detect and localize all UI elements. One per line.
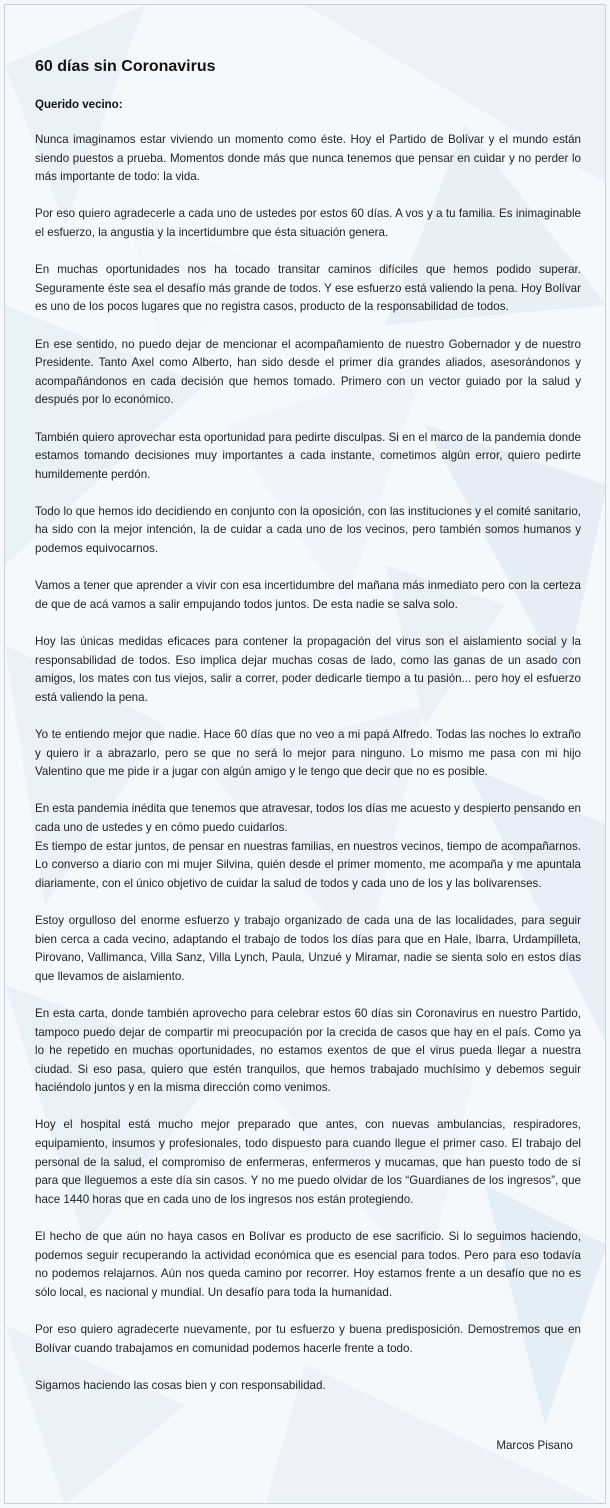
paragraph: Todo lo que hemos ido decidiendo en conjunto con la oposición, con las instituciones y el comité sanitario, ha sido con la mejor intención, la de cuidar a cada uno de los vecinos, pero también somos humanos y podemos equivocarnos. (35, 504, 581, 556)
paragraph: Estoy orgulloso del enorme esfuerzo y trabajo organizado de cada una de las localidades, para seguir bien cerca a cada vecino, adaptando el trabajo de todos los días para que en Hale, Ibarra, Urdampilleta, Pirovano, Vallimanca, Villa Sanz, Villa Lynch, Paula, Unzué y Miramar, nadie se sienta solo en estos días que llevamos de aislamiento. (35, 913, 581, 983)
paragraph: En ese sentido, no puedo dejar de mencionar el acompañamiento de nuestro Gobernador y de nuestro Presidente. Tanto Axel como Alberto, han sido desde el primer día grandes aliados, asesorándonos y acompañándonos en cada decisión que hemos tomado. Primero con un vector guiado por la salud y después por lo económico. (35, 337, 581, 407)
paragraph: Por eso quiero agradecerte nuevamente, por tu esfuerzo y buena predisposición. Demostremos que en Bolívar cuando trabajamos en comunidad podemos hacerle frente a todo. (35, 1323, 581, 1355)
paragraph: Sigamos haciendo las cosas bien y con responsabilidad. (35, 1378, 326, 1392)
letter-greeting: Querido vecino: (35, 99, 123, 111)
paragraph: Hoy el hospital está mucho mejor preparado que antes, con nuevas ambulancias, respiradores, equipamiento, insumos y profesionales, todo dispuesto para cuando llegue el primer caso. El trabajo del personal de la salud, el compromiso de enfermeras, enfermeros y mucamas, que han puesto todo de sí para que lleguemos a este día sin casos. Y no me puedo olvidar de los “Guardianes de los ingresos”, que hace 1440 horas que en cada uno de los ingresos nos están protegiendo. (35, 1118, 581, 1206)
paragraph: En esta carta, donde también aprovecho para celebrar estos 60 días sin Coronavirus en nuestro Partido, tampoco puedo dejar de compartir mi preocupación por la crecida de casos que hay en el país. Como ya lo he repetido en muchas oportunidades, no estamos exentos de que el virus pueda llegar a nuestra ciudad. Si eso pasa, quiero que estén tranquilos, que hemos trabajado muchísimo y debemos seguir haciéndolo juntos y en la misma dirección como venimos. (35, 1006, 581, 1095)
paragraph: En muchas oportunidades nos ha tocado transitar caminos difíciles que hemos podido superar. Seguramente éste sea el desafío más grande de todos. Y ese esfuerzo está valiendo la pena. Hoy Bolívar es uno de los pocos lugares que no registra casos, producto de la responsabilidad de todos. (35, 263, 581, 314)
paragraph: Vamos a tener que aprender a vivir con esa incertidumbre del mañana más inmediato pero con la certeza de que de acá vamos a salir empujando todos juntos. De esta nadie se salva solo. (35, 579, 581, 611)
paragraph: Por eso quiero agradecerle a cada uno de ustedes por estos 60 días. A vos y a tu familia. Es inimaginable el esfuerzo, la angustia y la incertidumbre que ésta situación genera. (35, 207, 581, 239)
letter-paragraphs (35, 131, 581, 1395)
paragraph: Hoy las únicas medidas eficaces para contener la propagación del virus son el aislamiento social y la responsabilidad de todos. Eso implica dejar muchas cosas de lado, como las ganas de un asado con amigos, los mates con tus viejos, salir a correr, poder dedicarle tiempo a tu pasión... pero hoy el esfuerzo está valiendo la pena. (35, 635, 581, 704)
paragraph: En esta pandemia inédita que tenemos que atravesar, todos los días me acuesto y despierto pensando en cada uno de ustedes y en cómo puedo cuidarlos. Es tiempo de estar juntos, de pensar en nuestras familias, en nuestros vecinos, tiempo de acompañarnos. Lo converso a diario con mi mujer Silvina, quién desde el primer momento, me acompaña y me apuntala diariamente, con el único objetivo de cuidar la salud de todos y cada uno de los y las bolivarenses. (35, 802, 581, 890)
paragraph: Nunca imaginamos estar viviendo un momento como éste. Hoy el Partido de Bolívar y el mundo están siendo puestos a prueba. Momentos donde más que nunca tenemos que pensar en cuidar y no perder lo más importante de todo: la vida. (35, 133, 581, 184)
paragraph: Yo te entiendo mejor que nadie. Hace 60 días que no veo a mi papá Alfredo. Todas las noches lo extraño y quiero ir a abrazarlo, pero se que no será lo mejor para ninguno. Lo mismo me pasa con mi hijo Valentino que me pide ir a jugar con algún amigo y le tengo que decir que no es posible. (35, 728, 581, 779)
signature: Marcos Pisano (496, 1439, 573, 1452)
letter-title: 60 días sin Coronavirus (35, 58, 216, 75)
letter-body (35, 57, 581, 1414)
paragraph: También quiero aprovechar esta oportunidad para pedirte disculpas. Si en el marco de la pandemia donde estamos tomando decisiones muy importantes a cada instante, cometimos algún error, quiero pedirte humildemente perdón. (35, 430, 581, 481)
letter-page (4, 4, 606, 1504)
paragraph: El hecho de que aún no haya casos en Bolívar es producto de ese sacrificio. Si lo seguimos haciendo, podemos seguir recuperando la actividad económica que es esencial para todos. Pero para eso todavía no podemos relajarnos. Aún nos queda camino por recorrer. Hoy estamos frente a un desafío que no es sólo local, es nacional y mundial. Un desafío para toda la humanidad. (35, 1230, 581, 1299)
